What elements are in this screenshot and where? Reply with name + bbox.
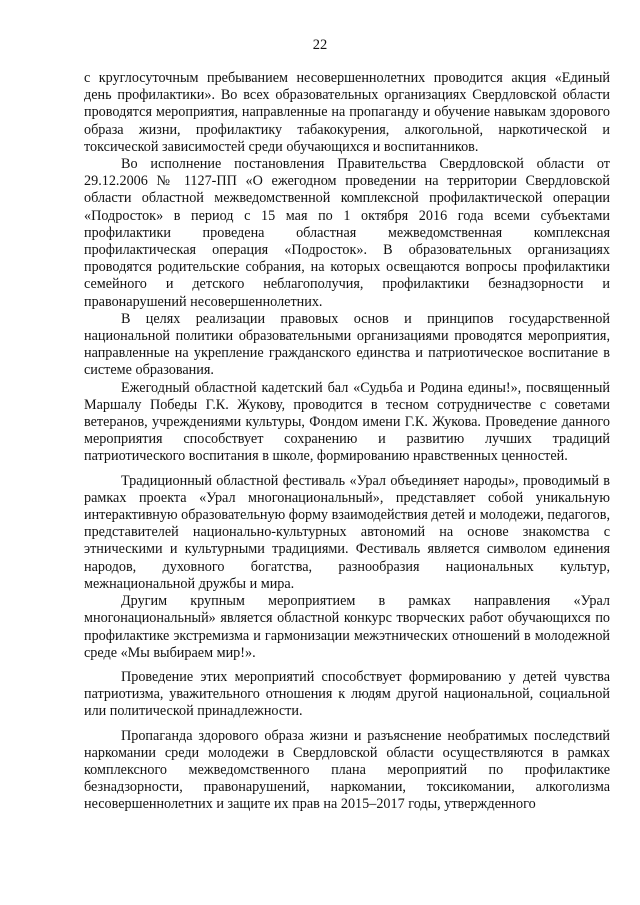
page-number: 22 bbox=[312, 37, 328, 53]
paragraph-podrostok-operation: Во исполнение постановления Правительства Свердловской области от 29.12.2006 № 1127-ПП «О ежегодном проведении на территории Свердловской области областной межведомственной комплексной профилактической операции «Подросток» в период с 15 мая по 1 октября 2016 года всеми субъектами профилактики проведена областная межведомственная комплексная профилактическая операция «Подросток». В образовательных организациях проводятся родительские собрания, на которых освещаются вопросы профилактики семейного и детского неблагополучия, профилактики безнадзорности и правонарушений несовершеннолетних. bbox=[84, 156, 610, 310]
document-body bbox=[84, 70, 610, 814]
paragraph-national-policy: В целях реализации правовых основ и принципов государственной национальной политики образовательными организациями проводятся мероприятия, направленные на укрепление гражданского единства и патриотическое воспитание в системе образования. bbox=[84, 310, 610, 379]
paragraph-continuation: с круглосуточным пребыванием несовершеннолетних проводится акция «Единый день профилактики». Во всех образовательных организациях Свердловской области проводятся мероприятия, направленные на пропаганду и обучение навыкам здорового образа жизни, профилактику табакокурения, алкогольной, наркотической и токсической зависимостей среди обучающихся и воспитанников. bbox=[84, 70, 610, 155]
paragraph-creative-contest: Другим крупным мероприятием в рамках направления «Урал многонациональный» является областной конкурс творческих работ обучающихся по профилактике экстремизма и гармонизации межэтнических отношений в молодежной среде «Мы выбираем мир!». bbox=[84, 593, 610, 661]
paragraph-cadet-ball: Ежегодный областной кадетский бал «Судьба и Родина едины!», посвященный Маршалу Победы Г.К. Жукову, проводится в тесном сотрудничестве с советами ветеранов, учреждениями культуры, Фондом имени Г.К. Жукова. Проведение данного мероприятия способствует сохранению и развитию лучших традиций патриотического воспитания в школе, формированию нравственных ценностей. bbox=[84, 379, 610, 465]
paragraph-patriotism: Проведение этих мероприятий способствует формированию у детей чувства патриотизма, уважительного отношения к людям другой национальной, социальной или политической принадлежности. bbox=[84, 668, 610, 720]
paragraph-ural-festival: Традиционный областной фестиваль «Урал объединяет народы», проводимый в рамках проекта «Урал многонациональный», представляет собой уникальную интерактивную образовательную форму взаимодействия детей и молодежи, педагогов, представителей национально-культурных автономий на основе знакомства с этническими и культурными традициями. Фестиваль является символом единения народов, духовного богатства, разнообразия национальных культур, межнациональной дружбы и мира. bbox=[84, 472, 610, 592]
paragraph-healthy-lifestyle: Пропаганда здорового образа жизни и разъяснение необратимых последствий наркомании среди молодежи в Свердловской области осуществляются в рамках комплексного межведомственного плана мероприятий по профилактике безнадзорности, правонарушений, наркомании, токсикомании, алкоголизма несовершеннолетних и защите их прав на 2015–2017 годы, утвержденного bbox=[84, 727, 610, 813]
